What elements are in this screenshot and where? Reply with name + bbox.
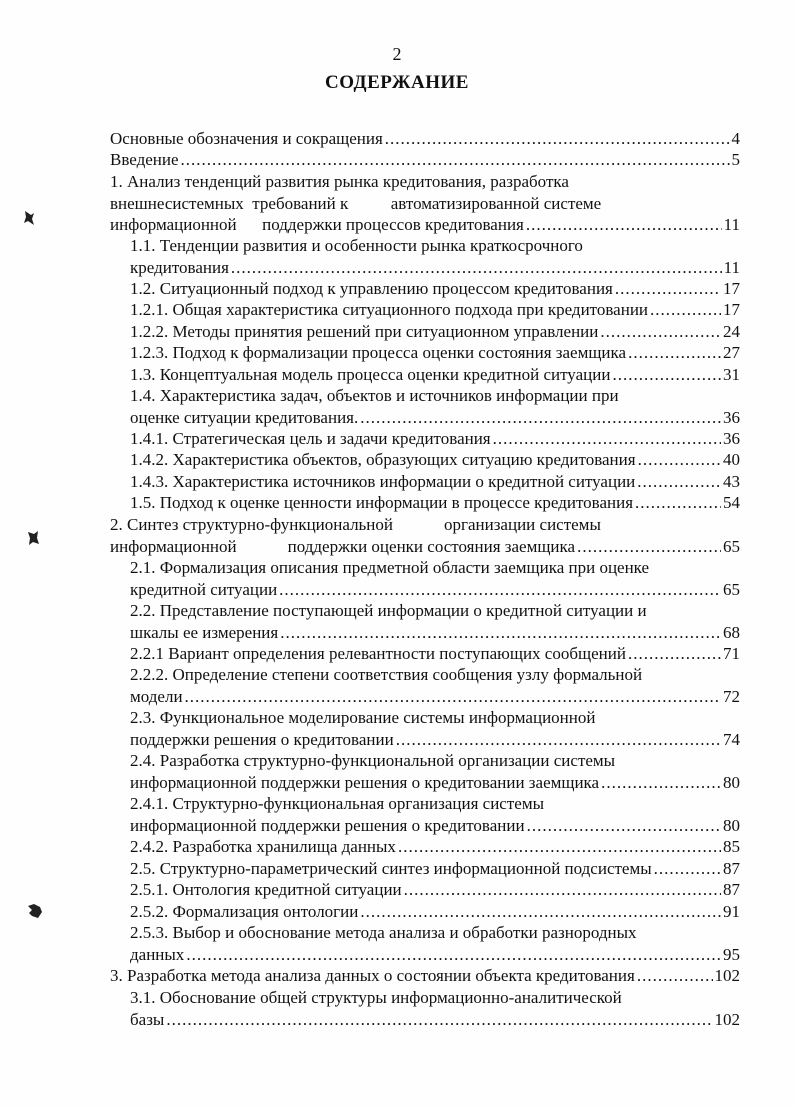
toc-page-number: 102 [714,966,740,985]
toc-page-number: 5 [731,150,740,169]
toc-entry-line [130,879,740,901]
toc-entry-line [130,664,740,686]
toc-entry-text: информационной поддержки оценки состояния заемщика [110,536,576,556]
toc-entry-line [130,579,740,601]
toc-entry-line [130,492,740,514]
toc-entry-text: 1.4.1. Стратегическая цель и задачи кредитования [130,429,491,448]
toc-entry-line [130,815,740,837]
toc-entry-text: 2. Синтез структурно-функциональной организации системы [110,515,601,534]
toc-page-number: 11 [723,215,740,234]
toc-page-number: 71 [723,644,740,663]
scan-mark-icon [26,902,44,920]
toc-entry-line [130,729,740,751]
toc-entry-line [110,193,740,215]
toc-entry-text: 1.4.3. Характеристика источников информации о кредитной ситуации [130,472,636,491]
dot-leader [493,428,721,450]
toc-entry [130,879,740,901]
toc-entry [130,836,740,858]
toc-entry [110,171,740,236]
toc-entry-line [110,514,740,536]
toc-page-number: 87 [723,859,740,878]
toc-entry [130,901,740,923]
dot-leader [638,449,721,471]
toc-entry [130,664,740,707]
toc-page-number: 80 [723,815,740,835]
toc-entry-text: 2.4.2. Разработка хранилища данных [130,837,396,856]
dot-leader [279,579,721,601]
toc-entry-text: 2.2. Представление поступающей информации о кредитной ситуации и [130,601,647,620]
toc-page-number: 102 [714,1009,740,1029]
toc-entry-text: 2.2.2. Определение степени соответствия сообщения узлу формальной [130,665,643,684]
toc-entry [130,428,740,450]
toc-entry-text: 1.2.3. Подход к формализации процесса оценки состояния заемщика [130,343,627,362]
toc-entry [130,321,740,343]
toc-entry-line [130,557,740,579]
toc-page-number: 36 [723,407,740,427]
toc-page-number: 11 [723,257,740,277]
toc-entry-line [130,922,740,944]
toc-entry-line [130,793,740,815]
toc-entry-text: информационной поддержки процессов кредитования [110,215,524,234]
toc-entry [130,492,740,514]
toc-entry-line [110,214,740,236]
toc-entry-text: 1.2. Ситуационный подход к управлению процессом кредитования [130,279,613,298]
dot-leader [360,901,721,923]
toc-entry-line [130,299,740,321]
toc-entry-text: 1.5. Подход к оценке ценности информации в процессе кредитования [130,493,634,512]
toc-entry-text: Введение [110,150,179,169]
dot-leader [186,944,721,966]
toc-entry-line [130,428,740,450]
dot-leader [601,772,721,794]
toc-entry-line [130,257,740,279]
toc-entry [130,278,740,300]
dot-leader [637,965,713,987]
dot-leader [612,364,721,386]
dot-leader [385,128,730,150]
toc-page-number: 24 [723,322,740,341]
toc-entry-line [130,836,740,858]
toc-entry-line [110,536,740,558]
toc-entry [110,965,740,987]
toc-entry-text: базы [130,1009,165,1029]
toc-page-number: 31 [723,365,740,384]
toc-entry-line [130,707,740,729]
toc-entry-text: 2.5. Структурно-параметрический синтез информационной подсистемы [130,859,652,878]
toc-entry-line [130,385,740,407]
toc-entry [110,149,740,171]
dot-leader [185,686,721,708]
toc-entry [130,235,740,278]
toc-entry-line [110,965,740,987]
toc-page-number: 17 [723,300,740,319]
dot-leader [635,492,721,514]
toc-entry-line [130,686,740,708]
toc-entry [130,600,740,643]
dot-leader [650,299,721,321]
toc-entry [130,793,740,836]
toc-entry-text: 2.2.1 Вариант определения релевантности поступающих сообщений [130,644,626,663]
toc-entry-line [130,944,740,966]
page-number: 2 [392,44,402,64]
toc-entry [130,385,740,428]
toc-entry-line [130,622,740,644]
toc-entry-text: кредитования [130,257,229,277]
toc-entry-text: данных [130,944,185,964]
toc-page-number: 72 [723,686,740,706]
dot-leader [637,471,721,493]
toc-entry-text: поддержки решения о кредитовании [130,729,394,749]
toc-entry [130,449,740,471]
toc-entry [130,342,740,364]
dot-leader [404,879,721,901]
toc-entry-text: оценке ситуации кредитования. [130,407,359,427]
toc-page-number: 36 [723,429,740,448]
scan-mark-icon [22,210,36,226]
toc-page-number: 91 [723,902,740,921]
toc-entry-text: 1.4. Характеристика задач, объектов и источников информации при [130,386,619,405]
toc-entry-line [130,278,740,300]
dot-leader [527,815,721,837]
toc-entry [130,707,740,750]
toc-page-number: 85 [723,837,740,856]
toc-entry-text: 2.4.1. Структурно-функциональная организация системы [130,794,544,813]
dot-leader [526,214,722,236]
toc-entry-line [130,600,740,622]
toc-page-number: 27 [723,343,740,362]
scan-mark-icon [26,530,40,546]
toc-entry-text: информационной поддержки решения о кредитовании заемщика [130,772,600,792]
dot-leader [166,1009,712,1031]
dot-leader [280,622,721,644]
toc-entry-text: шкалы ее измерения [130,622,279,642]
dot-leader [396,729,721,751]
toc-page-number: 40 [723,450,740,469]
toc-entry-text: 1.2.1. Общая характеристика ситуационного подхода при кредитовании [130,300,649,319]
dot-leader [231,257,722,279]
dot-leader [360,407,721,429]
toc-entry-line [130,858,740,880]
toc-entry-line [130,449,740,471]
toc-entry [130,471,740,493]
toc-entry-text: 2.5.1. Онтология кредитной ситуации [130,880,402,899]
toc-entry [130,557,740,600]
toc-page-number: 95 [723,944,740,964]
toc-entry-line [130,643,740,665]
toc-entry [130,750,740,793]
toc-entry-text: кредитной ситуации [130,579,278,599]
toc-entry-text: 1.4.2. Характеристика объектов, образующих ситуацию кредитования [130,450,636,469]
toc-entry-line [130,235,740,257]
toc-entry [110,128,740,150]
toc-entry [130,987,740,1030]
dot-leader [600,321,721,343]
toc-page-number: 4 [731,129,740,148]
toc-entry-line [110,149,740,171]
toc-entry-line [130,342,740,364]
toc-entry-line [130,901,740,923]
toc-page-number: 87 [723,880,740,899]
page-title: СОДЕРЖАНИЕ [325,72,469,93]
toc-entry-text: 1.1. Тенденции развития и особенности рынка краткосрочного [130,236,583,255]
dot-leader [628,342,721,364]
toc-entry-text: внешнесистемных требований к автоматизированной системе [110,193,602,213]
toc-entry-text: 3. Разработка метода анализа данных о состоянии объекта кредитования [110,966,635,985]
dot-leader [654,858,721,880]
toc-entry-line [130,987,740,1009]
dot-leader [398,836,721,858]
toc-entry [130,858,740,880]
toc-entry [110,514,740,557]
toc-entry-line [110,128,740,150]
toc-entry-text: 1. Анализ тенденций развития рынка кредитования, разработка [110,172,569,191]
toc-entry-text: 2.3. Функциональное моделирование системы информационной [130,708,596,727]
toc-page-number: 68 [723,622,740,642]
toc-entry-text: модели [130,686,183,706]
toc-entry-text: 2.4. Разработка структурно-функциональной организации системы [130,751,616,770]
toc-page-number: 65 [723,536,740,556]
toc-page-number: 74 [723,729,740,749]
toc-entry-line [130,407,740,429]
toc-entry-line [130,772,740,794]
toc-entry-line [130,471,740,493]
toc-entry-text: 3.1. Обоснование общей структуры информационно-аналитической [130,988,622,1007]
dot-leader [577,536,721,558]
toc-entry [130,364,740,386]
toc-page-number: 17 [723,279,740,298]
toc-page-number: 43 [723,472,740,491]
toc-entry [130,299,740,321]
toc-entry [130,643,740,665]
dot-leader [615,278,721,300]
toc-entry-text: 2.5.2. Формализация онтологии [130,902,359,921]
toc-page-number: 54 [723,493,740,512]
toc-entry-text: 1.3. Концептуальная модель процесса оценки кредитной ситуации [130,365,611,384]
toc-entry-text: 2.1. Формализация описания предметной области заемщика при оценке [130,558,650,577]
dot-leader [181,149,730,171]
toc-entry-text: 1.2.2. Методы принятия решений при ситуационном управлении [130,322,599,341]
toc-entry-line [130,750,740,772]
toc-page-number: 65 [723,579,740,599]
toc-entry [130,922,740,965]
toc-entry-line [130,321,740,343]
toc-entry-text: информационной поддержки решения о кредитовании [130,815,525,835]
toc-page-number: 80 [723,772,740,792]
toc-entry-line [130,1009,740,1031]
toc-entry-line [130,364,740,386]
dot-leader [628,643,721,665]
toc-entry-line [110,171,740,193]
toc-entry-text: Основные обозначения и сокращения [110,129,383,148]
toc-entry-text: 2.5.3. Выбор и обоснование метода анализа и обработки разнородных [130,923,637,942]
